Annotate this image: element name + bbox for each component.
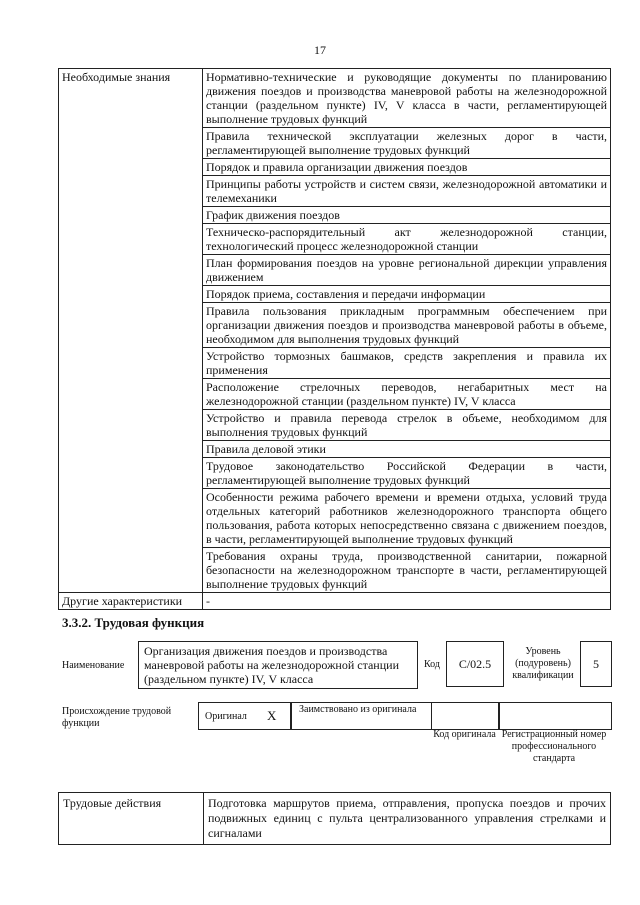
actions-label: Трудовые действия (59, 793, 204, 845)
function-name-box (138, 641, 418, 689)
knowledge-item: Трудовое законодательство Российской Федерации в части, регламентирующей выполнение трудовых функций (203, 458, 611, 489)
function-name-value: Организация движения поездов и производства маневровой работы на железнодорожной станции (раздельном пункте) IV, V класса (144, 644, 399, 686)
knowledge-item: Особенности режима рабочего времени и времени отдыха, условий труда отдельных категорий работников железнодорожного транспорта общего пользования, работа которых непосредственно связана с движением поездов, в части, регламентирующей выполнение трудовых функций (203, 489, 611, 548)
knowledge-item: График движения поездов (203, 207, 611, 224)
other-characteristics-label: Другие характеристики (59, 593, 203, 610)
borrowed-label: Заимствовано из оригинала (299, 704, 417, 715)
page-number: 17 (314, 43, 326, 57)
original-label: Оригинал (205, 711, 247, 722)
code-original-caption: Код оригинала (433, 729, 496, 740)
other-characteristics-value: - (203, 593, 611, 610)
section-title: 3.3.2. Трудовая функция (62, 615, 205, 630)
knowledge-item: Техническо-распорядительный акт железнодорожной станции, технологический процесс железнодорожной станции (203, 224, 611, 255)
knowledge-item: Устройство и правила перевода стрелок в объеме, необходимом для выполнения трудовых функций (203, 410, 611, 441)
knowledge-item: Требования охраны труда, производственной санитарии, пожарной безопасности на железнодорожном транспорте в части, регламентирующей выполнение трудовых функций (203, 548, 611, 593)
level-value: 5 (580, 641, 612, 687)
knowledge-item: Принципы работы устройств и систем связи, железнодорожной автоматики и телемеханики (203, 176, 611, 207)
knowledge-item: Устройство тормозных башмаков, средств закрепления и правила их применения (203, 348, 611, 379)
knowledge-item: Правила технической эксплуатации железных дорог в части, регламентирующей выполнение трудовых функций (203, 128, 611, 159)
knowledge-item: Правила пользования прикладным программным обеспечением при организации движения поездов и производства маневровой работы в объеме, необходимом для выполнения трудовых функций (203, 303, 611, 348)
origin-label: Происхождение трудовой функции (62, 706, 172, 729)
actions-value: Подготовка маршрутов приема, отправления, пропуска поездов и прочих подвижных единиц с пульта централизованного управления стрелками и сигналами (204, 793, 611, 845)
knowledge-label: Необходимые знания (59, 69, 203, 593)
knowledge-item: Порядок и правила организации движения поездов (203, 159, 611, 176)
knowledge-item: Расположение стрелочных переводов, негабаритных мест на железнодорожной станции (раздельном пункте) IV, V класса (203, 379, 611, 410)
knowledge-item: Нормативно-технические и руководящие документы по планированию движения поездов и производства маневровой работы на железнодорожной станции (раздельном пункте) IV, V класса в части, регламентирующей выполнение трудовых функций (203, 69, 611, 128)
name-label: Наименование (62, 660, 125, 671)
code-label: Код (424, 659, 440, 670)
borrowed-cell (290, 702, 432, 730)
original-mark: X (267, 708, 277, 723)
code-original-cell (431, 702, 500, 730)
knowledge-item: Правила деловой этики (203, 441, 611, 458)
knowledge-item: План формирования поездов на уровне региональной дирекции управления движением (203, 255, 611, 286)
knowledge-table (58, 68, 611, 610)
knowledge-item: Порядок приема, составления и передачи информации (203, 286, 611, 303)
level-label: Уровень (подуровень) квалификации (512, 646, 574, 681)
actions-table (58, 792, 611, 845)
code-value: C/02.5 (446, 641, 504, 687)
reg-number-cell (498, 702, 612, 730)
original-cell (198, 702, 292, 730)
reg-number-caption: Регистрационный номер профессионального стандарта (501, 729, 607, 764)
